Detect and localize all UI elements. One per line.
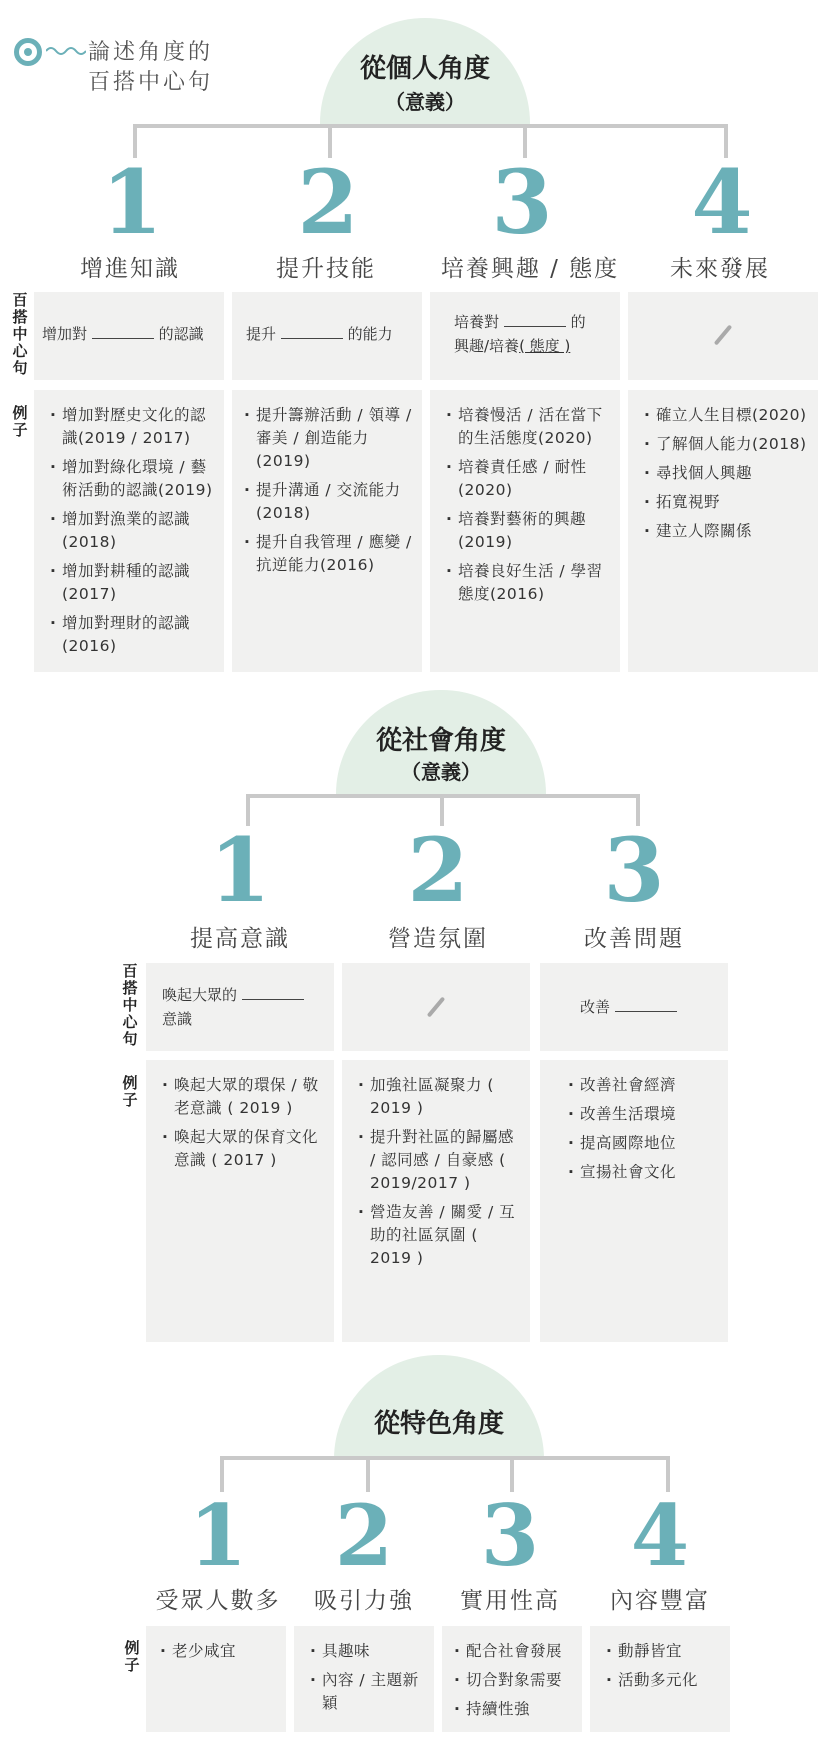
list-item: · 老少咸宜: [158, 1640, 278, 1663]
list-item: · 提升籌辦活動 / 領導 / 審美 / 創造能力(2019): [242, 404, 414, 473]
list-item: · 增加對漁業的認識(2018): [48, 508, 216, 554]
list-item: · 增加對耕種的認識(2017): [48, 560, 216, 606]
sentence-text: 的: [570, 313, 586, 331]
blank-line: [281, 325, 343, 339]
sentence-text: 增加對: [42, 325, 88, 343]
sentence-box-empty: [628, 292, 818, 380]
heading-attraction: 吸引力強: [314, 1588, 414, 1614]
heading-practical: 實用性高: [460, 1588, 560, 1614]
sentence-box: [540, 963, 728, 1051]
number-2: 2: [407, 818, 469, 922]
list-item: · 培養慢活 / 活在當下的生活態度(2020): [444, 404, 612, 450]
list-item: · 提高國際地位: [566, 1132, 716, 1155]
heading-audience: 受眾人數多: [155, 1588, 281, 1614]
list-item: · 增加對綠化環境 / 藝術活動的認識(2019): [48, 456, 216, 502]
example-box: [294, 1626, 434, 1732]
list-item: · 確立人生目標(2020): [642, 404, 810, 427]
example-box: [590, 1626, 730, 1732]
sentence-text: ( 態度 ): [519, 337, 571, 355]
example-box: [34, 390, 224, 672]
example-box: [146, 1060, 334, 1342]
heading-knowledge: 增進知識: [80, 256, 180, 282]
blank-line: [92, 325, 154, 339]
section1-subtitle: （意義）: [385, 90, 465, 114]
list-item: · 營造友善 / 關愛 / 互助的社區氛圍 ( 2019 ): [356, 1201, 518, 1270]
sentence-box: [146, 963, 334, 1051]
list-item: · 建立人際關係: [642, 520, 810, 543]
example-box: [628, 390, 818, 672]
list-item: · 內容 / 主題新穎: [308, 1669, 426, 1715]
list-item: · 喚起大眾的保育文化意識 ( 2017 ): [160, 1126, 322, 1172]
example-box: [442, 1626, 582, 1732]
number-3: 3: [491, 150, 553, 254]
list-item: · 喚起大眾的環保 / 敬老意識 ( 2019 ): [160, 1074, 322, 1120]
section1-tree: [0, 0, 830, 160]
side-label-example: 例子: [124, 1639, 140, 1674]
section1-title: 從個人角度: [359, 54, 490, 84]
list-item: · 培養責任感 / 耐性(2020): [444, 456, 612, 502]
number-2: 2: [297, 150, 359, 254]
side-label-example: 例子: [122, 1074, 138, 1109]
number-3: 3: [603, 818, 665, 922]
list-item: · 培養對藝術的興趣(2019): [444, 508, 612, 554]
list-item: · 提升溝通 / 交流能力(2018): [242, 479, 414, 525]
number-1: 1: [209, 818, 271, 922]
number-3: 3: [480, 1486, 540, 1585]
sentence-text: 喚起大眾的: [162, 986, 238, 1004]
list-item: · 尋找個人興趣: [642, 462, 810, 485]
heading-awareness: 提高意識: [190, 926, 290, 952]
list-item: · 增加對歷史文化的認識(2019 / 2017): [48, 404, 216, 450]
number-2: 2: [334, 1486, 394, 1585]
heading-improve: 改善問題: [584, 926, 684, 952]
list-item: · 持續性強: [452, 1698, 576, 1721]
number-4: 4: [691, 150, 753, 254]
sentence-text: 的認識: [158, 325, 204, 343]
blank-line: [615, 998, 677, 1012]
section2-dome: [336, 690, 546, 794]
example-box: [232, 390, 422, 672]
heading-atmosphere: 營造氛圍: [388, 926, 488, 952]
list-item: · 增加對理財的認識(2016): [48, 612, 216, 658]
example-box: [430, 390, 620, 672]
section3-title: 從特色角度: [373, 1409, 504, 1439]
list-item: · 動靜皆宜: [604, 1640, 724, 1663]
number-1: 1: [188, 1486, 248, 1585]
example-box: [342, 1060, 530, 1342]
list-item: · 拓寬視野: [642, 491, 810, 514]
blank-line: [242, 986, 304, 1000]
number-1: 1: [101, 150, 163, 254]
sentence-text: 培養對: [454, 313, 500, 331]
blank-line: [504, 313, 566, 327]
sentence-text: 改善: [580, 998, 611, 1016]
heading-content: 內容豐富: [610, 1588, 710, 1614]
list-item: · 切合對象需要: [452, 1669, 576, 1692]
number-4: 4: [630, 1486, 690, 1585]
side-label-example: 例子: [12, 404, 28, 439]
section2-title: 從社會角度: [375, 726, 506, 756]
list-item: · 培養良好生活 / 學習態度(2016): [444, 560, 612, 606]
list-item: · 提升自我管理 / 應變 / 抗逆能力(2016): [242, 531, 414, 577]
section2-subtitle: （意義）: [401, 760, 481, 784]
example-box: [146, 1626, 286, 1732]
side-label-sentence: 百搭中心句: [12, 291, 28, 377]
list-item: · 具趣味: [308, 1640, 426, 1663]
heading-future: 未來發展: [670, 256, 770, 282]
page-title: 論述角度的 百搭中心句: [88, 40, 214, 95]
list-item: · 宣揚社會文化: [566, 1161, 716, 1184]
example-box: [540, 1060, 728, 1342]
sentence-text: 的能力: [347, 325, 393, 343]
sentence-box: [430, 292, 620, 380]
list-item: · 改善生活環境: [566, 1103, 716, 1126]
side-label-sentence: 百搭中心句: [122, 962, 138, 1048]
sentence-box: [232, 292, 422, 380]
sentence-text: 提升: [246, 325, 277, 343]
heading-skills: 提升技能: [276, 256, 376, 282]
section3-tree: [0, 1440, 830, 1496]
slash-icon: [714, 325, 732, 346]
list-item: · 改善社會經濟: [566, 1074, 716, 1097]
list-item: · 提升對社區的歸屬感 / 認同感 / 自豪感 ( 2019/2017 ): [356, 1126, 518, 1195]
list-item: · 了解個人能力(2018): [642, 433, 810, 456]
slash-icon: [427, 997, 445, 1018]
sentence-box-empty: [342, 963, 530, 1051]
list-item: · 配合社會發展: [452, 1640, 576, 1663]
heading-interest: 培養興趣 / 態度: [440, 256, 620, 282]
sentence-text: 意識: [162, 1010, 193, 1028]
sentence-box: [34, 292, 224, 380]
sentence-text: 興趣/培養: [454, 337, 520, 355]
list-item: · 活動多元化: [604, 1669, 724, 1692]
list-item: · 加強社區凝聚力 ( 2019 ): [356, 1074, 518, 1120]
